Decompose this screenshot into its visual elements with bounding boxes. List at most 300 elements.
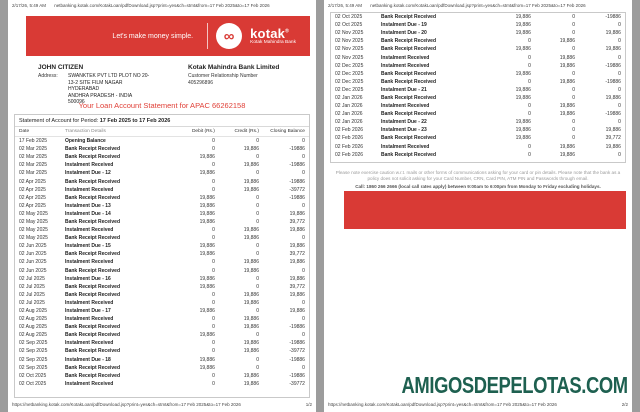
row-closing: -19886: [289, 178, 305, 185]
row-debit: 19,886: [515, 86, 531, 93]
row-credit: 19,886: [243, 267, 259, 274]
table-row: [15, 380, 309, 388]
col-credit: Credit (Rs.): [234, 129, 259, 134]
row-debit: 0: [212, 138, 215, 145]
row-closing: 0: [618, 38, 621, 45]
row-closing: 19,886: [289, 275, 305, 282]
col-date: Date: [19, 129, 30, 134]
period-label: Statement of Account for Period:: [19, 118, 99, 124]
row-debit: 0: [212, 186, 215, 193]
row-date: 02 Nov 2025: [335, 30, 364, 37]
row-details: Bank Receipt Received: [380, 14, 436, 21]
row-debit: 0: [212, 316, 215, 323]
row-closing: 0: [302, 316, 305, 323]
kotak-brand-banner: [26, 16, 310, 56]
bank-name: Kotak Mahindra Bank Limited: [188, 64, 280, 71]
row-details: Bank Receipt Received: [64, 372, 120, 379]
print-footer: [328, 401, 628, 409]
row-closing: 0: [302, 138, 305, 145]
row-closing: 19,886: [289, 227, 305, 234]
row-credit: 19,886: [243, 316, 259, 323]
table-row: [331, 94, 625, 102]
row-closing: 0: [302, 170, 305, 177]
address-line: SWANKTEK PVT LTD PLOT NO 20-: [68, 73, 150, 79]
table-row: [15, 194, 309, 202]
row-details: Bank Receipt Received: [64, 146, 120, 153]
row-closing: 0: [302, 154, 305, 161]
row-date: 02 Sep 2025: [19, 356, 48, 363]
row-credit: 0: [256, 138, 259, 145]
row-date: 02 Dec 2025: [335, 62, 364, 69]
row-date: 02 Mar 2025: [19, 146, 48, 153]
row-credit: 0: [256, 243, 259, 250]
row-debit: 0: [212, 324, 215, 331]
row-details: Instalment Received: [64, 299, 114, 306]
table-rows-page2: [331, 13, 625, 159]
security-notice: [334, 170, 622, 189]
row-credit: 0: [256, 170, 259, 177]
row-details: Bank Receipt Received: [64, 194, 120, 201]
row-closing: -19886: [289, 340, 305, 347]
row-date: 02 Jul 2025: [19, 299, 45, 306]
row-credit: 19,886: [559, 62, 575, 69]
row-debit: 0: [212, 291, 215, 298]
row-credit: 19,886: [243, 178, 259, 185]
table-row: [331, 62, 625, 70]
row-credit: 0: [256, 202, 259, 209]
crn-label: Customer Relationship Number: [188, 73, 258, 79]
row-credit: 19,886: [559, 38, 575, 45]
notice-call-line: Call: 1860 266 2666 (local call rates apply) between 9:00am to 6:00pm from Monday to Friday excluding holidays.: [355, 183, 601, 189]
footer-url: https://netbanking.kotak.com/KotakLoan/pdfDownload.jsp?print=yes&ch=stmt&from=17 Feb 2025&to=17 Feb 2026: [328, 402, 557, 407]
row-date: 02 Oct 2025: [335, 22, 363, 29]
row-date: 02 Jan 2026: [335, 94, 363, 101]
customer-address-block: [38, 64, 188, 106]
row-closing: 0: [618, 103, 621, 110]
row-details: Instalment Received: [64, 316, 114, 323]
row-date: 02 May 2025: [19, 210, 48, 217]
row-debit: 0: [212, 380, 215, 387]
row-closing: -39772: [289, 186, 305, 193]
row-date: 17 Feb 2025: [19, 138, 48, 145]
row-debit: 0: [212, 227, 215, 234]
row-closing: 39,772: [289, 283, 305, 290]
row-date: 02 May 2025: [19, 227, 48, 234]
row-date: 02 Feb 2026: [335, 127, 364, 134]
row-credit: 0: [572, 119, 575, 126]
table-row: [331, 37, 625, 45]
row-credit: 19,886: [243, 146, 259, 153]
row-debit: 19,886: [515, 135, 531, 142]
row-details: Bank Receipt Received: [380, 78, 436, 85]
row-details: Instalment Received: [64, 380, 114, 387]
row-closing: -19886: [289, 324, 305, 331]
row-closing: -19886: [289, 372, 305, 379]
row-credit: 19,886: [243, 235, 259, 242]
row-closing: 0: [302, 202, 305, 209]
table-row: [15, 145, 309, 153]
row-debit: 19,886: [515, 14, 531, 21]
row-credit: 19,886: [243, 340, 259, 347]
row-debit: 0: [528, 62, 531, 69]
row-debit: 0: [212, 299, 215, 306]
notice-body: Please note exercise caution w.r.t. mails or other forms of communications asking for your card or pin details. Please note that the bank as a policy does not solicit asking for your Card Number, CRN, Card PIN, ATM PIN and Passwords through email.: [335, 170, 621, 181]
row-date: 02 Jul 2025: [19, 283, 45, 290]
row-closing: 0: [618, 151, 621, 158]
row-details: Bank Receipt Received: [64, 154, 120, 161]
row-closing: -19886: [289, 194, 305, 201]
row-debit: 19,886: [199, 194, 215, 201]
row-details: Instalment Due - 21: [380, 86, 427, 93]
row-credit: 19,886: [559, 111, 575, 118]
table-column-headers: [15, 127, 309, 137]
kotak-logo-text-block: [250, 27, 296, 46]
table-row: [15, 267, 309, 275]
table-row: [15, 186, 309, 194]
row-date: 02 Jan 2026: [335, 111, 363, 118]
row-credit: 0: [572, 94, 575, 101]
row-details: Instalment Due - 14: [64, 210, 111, 217]
table-row: [15, 356, 309, 364]
table-row: [331, 70, 625, 78]
table-row: [15, 291, 309, 299]
row-date: 02 Jan 2026: [335, 119, 363, 126]
row-closing: 0: [618, 86, 621, 93]
print-timestamp: 2/17/26, 5:49 AM: [12, 3, 47, 8]
row-closing: -39772: [289, 380, 305, 387]
row-debit: 0: [528, 143, 531, 150]
table-row: [331, 126, 625, 134]
table-row: [15, 218, 309, 226]
row-credit: 0: [256, 218, 259, 225]
row-details: Instalment Due - 22: [380, 119, 427, 126]
row-details: Instalment Received: [64, 162, 114, 169]
row-details: Bank Receipt Received: [64, 332, 120, 339]
row-debit: 0: [528, 38, 531, 45]
row-date: 02 Oct 2025: [19, 372, 47, 379]
row-debit: 19,886: [199, 308, 215, 315]
address-label: Address:: [38, 73, 58, 79]
row-debit: 19,886: [515, 127, 531, 134]
row-closing: -19886: [289, 356, 305, 363]
row-closing: 0: [302, 235, 305, 242]
print-url: netbanking.kotak.com/KotakLoan/pdfDownload.jsp?print=yes&ch=stmt&from=17 Feb 2025&to=17 Feb 2026: [370, 3, 586, 8]
row-debit: 0: [212, 340, 215, 347]
row-details: Bank Receipt Received: [64, 267, 120, 274]
row-date: 02 May 2025: [19, 235, 48, 242]
row-date: 02 Dec 2025: [335, 78, 364, 85]
row-debit: 19,886: [199, 251, 215, 258]
table-row: [331, 134, 625, 142]
row-date: 02 Apr 2025: [19, 202, 46, 209]
row-details: Instalment Due - 13: [64, 202, 111, 209]
table-row: [15, 347, 309, 355]
row-details: Instalment Due - 18: [64, 356, 111, 363]
print-footer: [12, 401, 312, 409]
row-credit: 0: [256, 356, 259, 363]
row-date: 02 Oct 2025: [335, 14, 363, 21]
row-credit: 0: [256, 283, 259, 290]
row-debit: 19,886: [199, 364, 215, 371]
row-details: Instalment Due - 23: [380, 127, 427, 134]
row-debit: 19,886: [515, 46, 531, 53]
row-credit: 0: [572, 70, 575, 77]
period-value: 17 Feb 2025 to 17 Feb 2026: [99, 118, 171, 124]
print-header: [328, 2, 628, 10]
table-row: [15, 307, 309, 315]
row-debit: 0: [212, 162, 215, 169]
row-date: 02 Aug 2025: [19, 324, 48, 331]
row-credit: 19,886: [243, 372, 259, 379]
row-closing: -19886: [605, 111, 621, 118]
table-row: [331, 53, 625, 61]
table-row: [15, 283, 309, 291]
row-closing: 0: [618, 119, 621, 126]
row-date: 02 Oct 2025: [19, 380, 47, 387]
row-date: 02 Feb 2026: [335, 143, 364, 150]
customer-info-section: [38, 64, 308, 106]
row-closing: 0: [302, 299, 305, 306]
row-credit: 0: [256, 210, 259, 217]
row-credit: 19,886: [243, 291, 259, 298]
row-credit: 19,886: [559, 151, 575, 158]
row-closing: 19,886: [289, 210, 305, 217]
row-details: Instalment Due - 12: [64, 170, 111, 177]
row-details: Instalment Received: [64, 259, 114, 266]
row-date: 02 Jan 2026: [335, 103, 363, 110]
row-credit: 19,886: [559, 54, 575, 61]
row-credit: 0: [256, 251, 259, 258]
row-debit: 0: [212, 267, 215, 274]
table-row: [15, 169, 309, 177]
row-credit: 19,886: [243, 324, 259, 331]
row-debit: 19,886: [199, 283, 215, 290]
row-debit: 19,886: [515, 94, 531, 101]
table-row: [15, 258, 309, 266]
table-row: [331, 13, 625, 21]
row-debit: 19,886: [199, 170, 215, 177]
row-details: Bank Receipt Received: [380, 46, 436, 53]
row-details: Bank Receipt Received: [380, 38, 436, 45]
row-debit: 19,886: [199, 218, 215, 225]
row-debit: 0: [212, 178, 215, 185]
col-closing: Closing Balance: [270, 129, 305, 134]
address-line: 13-2 SITE FILM NAGAR: [68, 79, 123, 86]
row-closing: 19,886: [605, 30, 621, 37]
statement-page-1: [8, 0, 316, 412]
row-credit: 19,886: [243, 259, 259, 266]
table-row: [15, 202, 309, 210]
row-debit: 0: [528, 151, 531, 158]
row-details: Bank Receipt Received: [64, 348, 120, 355]
row-closing: -19886: [605, 14, 621, 21]
row-date: 02 Aug 2025: [19, 316, 48, 323]
address-line: 500096: [68, 99, 85, 105]
row-debit: 19,886: [515, 70, 531, 77]
table-row: [331, 86, 625, 94]
row-details: Instalment Received: [64, 186, 114, 193]
row-closing: -19886: [605, 62, 621, 69]
table-row: [331, 110, 625, 118]
row-debit: 19,886: [199, 210, 215, 217]
row-debit: 19,886: [199, 275, 215, 282]
row-date: 02 Nov 2025: [335, 54, 364, 61]
row-closing: 19,886: [605, 94, 621, 101]
row-debit: 0: [528, 111, 531, 118]
table-row: [15, 339, 309, 347]
print-header: [12, 2, 312, 10]
row-closing: 39,772: [605, 135, 621, 142]
row-credit: 19,886: [243, 299, 259, 306]
row-date: 02 Jun 2025: [19, 267, 47, 274]
row-closing: 19,886: [605, 127, 621, 134]
row-debit: 19,886: [199, 202, 215, 209]
table-row: [15, 226, 309, 234]
page-number: 2/2: [621, 402, 628, 407]
row-details: Bank Receipt Received: [64, 235, 120, 242]
row-closing: 19,886: [289, 291, 305, 298]
row-details: Instalment Received: [64, 227, 114, 234]
kotak-wordmark: [250, 27, 296, 40]
row-credit: 19,886: [559, 103, 575, 110]
row-date: 02 Jun 2025: [19, 251, 47, 258]
row-debit: 0: [528, 78, 531, 85]
row-debit: 19,886: [199, 243, 215, 250]
statement-period: [15, 115, 309, 127]
row-credit: 19,886: [559, 143, 575, 150]
row-date: 02 Jun 2025: [19, 243, 47, 250]
row-credit: 0: [572, 127, 575, 134]
row-details: Bank Receipt Received: [64, 178, 120, 185]
row-details: Bank Receipt Received: [64, 324, 120, 331]
row-credit: 19,886: [559, 78, 575, 85]
customer-name: JOHN CITIZEN: [38, 64, 84, 71]
row-closing: 0: [302, 332, 305, 339]
row-debit: 19,886: [199, 154, 215, 161]
row-closing: -39772: [289, 348, 305, 355]
kotak-subtitle: Kotak Mahindra Bank: [250, 39, 296, 45]
table-row: [15, 299, 309, 307]
row-closing: 0: [618, 22, 621, 29]
row-date: 02 Nov 2025: [335, 46, 364, 53]
kotak-wordmark-text: kotak: [250, 25, 286, 41]
row-closing: 19,886: [289, 308, 305, 315]
row-debit: 19,886: [515, 119, 531, 126]
row-credit: 0: [572, 22, 575, 29]
kotak-logo-icon: ∞: [216, 23, 242, 49]
table-row: [15, 234, 309, 242]
statement-title: Your Loan Account Statement for APAC 66262158: [78, 101, 246, 110]
table-row: [15, 242, 309, 250]
row-details: Instalment Due - 17: [64, 308, 111, 315]
row-date: 02 Jul 2025: [19, 275, 45, 282]
row-details: Instalment Due - 15: [64, 243, 111, 250]
row-date: 02 Sep 2025: [19, 348, 48, 355]
row-credit: 0: [256, 154, 259, 161]
row-date: 02 Aug 2025: [19, 332, 48, 339]
row-details: Instalment Received: [380, 143, 430, 150]
row-closing: 19,886: [289, 259, 305, 266]
row-credit: 0: [572, 14, 575, 21]
row-credit: 0: [256, 194, 259, 201]
row-date: 02 Dec 2025: [335, 70, 364, 77]
brand-tagline: Let's make money simple.: [112, 32, 194, 40]
row-date: 02 Feb 2026: [335, 151, 364, 158]
row-debit: 19,886: [199, 332, 215, 339]
registered-mark: ®: [285, 28, 289, 35]
footer-red-banner: [344, 191, 626, 229]
row-details: Bank Receipt Received: [64, 283, 120, 290]
statement-table-page2: [330, 12, 626, 163]
print-timestamp: 2/17/26, 5:49 AM: [328, 3, 363, 8]
page-number: 1/2: [305, 402, 312, 407]
table-row: [331, 143, 625, 151]
row-details: Bank Receipt Received: [64, 218, 120, 225]
row-date: 02 Apr 2025: [19, 186, 46, 193]
row-credit: 0: [256, 332, 259, 339]
col-details: Transaction Details: [64, 129, 106, 134]
table-row: [331, 118, 625, 126]
row-credit: 0: [572, 46, 575, 53]
row-closing: 0: [302, 364, 305, 371]
row-date: 02 Mar 2025: [19, 154, 48, 161]
row-details: Instalment Received: [64, 340, 114, 347]
row-details: Instalment Due - 16: [64, 275, 111, 282]
table-row: [15, 210, 309, 218]
row-date: 02 Jun 2025: [19, 259, 47, 266]
row-credit: 0: [572, 135, 575, 142]
row-date: 02 Apr 2025: [19, 194, 46, 201]
row-details: Bank Receipt Received: [64, 364, 120, 371]
row-closing: 0: [302, 267, 305, 274]
row-details: Bank Receipt Received: [64, 291, 120, 298]
row-details: Bank Receipt Received: [380, 135, 436, 142]
row-date: 02 Nov 2025: [335, 38, 364, 45]
row-closing: 19,886: [289, 243, 305, 250]
table-row: [331, 102, 625, 110]
row-details: Instalment Received: [380, 103, 430, 110]
row-debit: 19,886: [515, 22, 531, 29]
bank-info-block: [188, 64, 308, 106]
statement-page-2: [324, 0, 632, 412]
table-row: [15, 275, 309, 283]
table-rows-page1: [15, 137, 309, 388]
table-row: [15, 364, 309, 372]
row-details: Instalment Due - 20: [380, 30, 427, 37]
row-debit: 0: [212, 348, 215, 355]
table-row: [15, 250, 309, 258]
print-url: netbanking.kotak.com/KotakLoan/pdfDownload.jsp?print=yes&ch=stmt&from=17 Feb 2025&to=17 Feb 2026: [54, 3, 270, 8]
row-date: 02 Sep 2025: [19, 340, 48, 347]
row-details: Instalment Received: [380, 62, 430, 69]
table-row: [15, 153, 309, 161]
row-details: Instalment Due - 19: [380, 22, 427, 29]
row-date: 02 Mar 2025: [19, 162, 48, 169]
footer-url: https://netbanking.kotak.com/KotakLoan/pdfDownload.jsp?print=yes&ch=stmt&from=17 Feb 2025&to=17 Feb 2026: [12, 402, 241, 407]
row-closing: 19,886: [605, 143, 621, 150]
row-debit: 0: [212, 146, 215, 153]
row-debit: 19,886: [199, 356, 215, 363]
row-closing: 39,772: [289, 218, 305, 225]
row-date: 02 Apr 2025: [19, 178, 46, 185]
table-row: [15, 323, 309, 331]
table-row: [331, 45, 625, 53]
table-row: [15, 331, 309, 339]
row-closing: -19886: [605, 78, 621, 85]
row-date: 02 Dec 2025: [335, 86, 364, 93]
address-line: ANDHRA PRADESH - INDIA: [68, 92, 133, 99]
row-details: Bank Receipt Received: [380, 151, 436, 158]
